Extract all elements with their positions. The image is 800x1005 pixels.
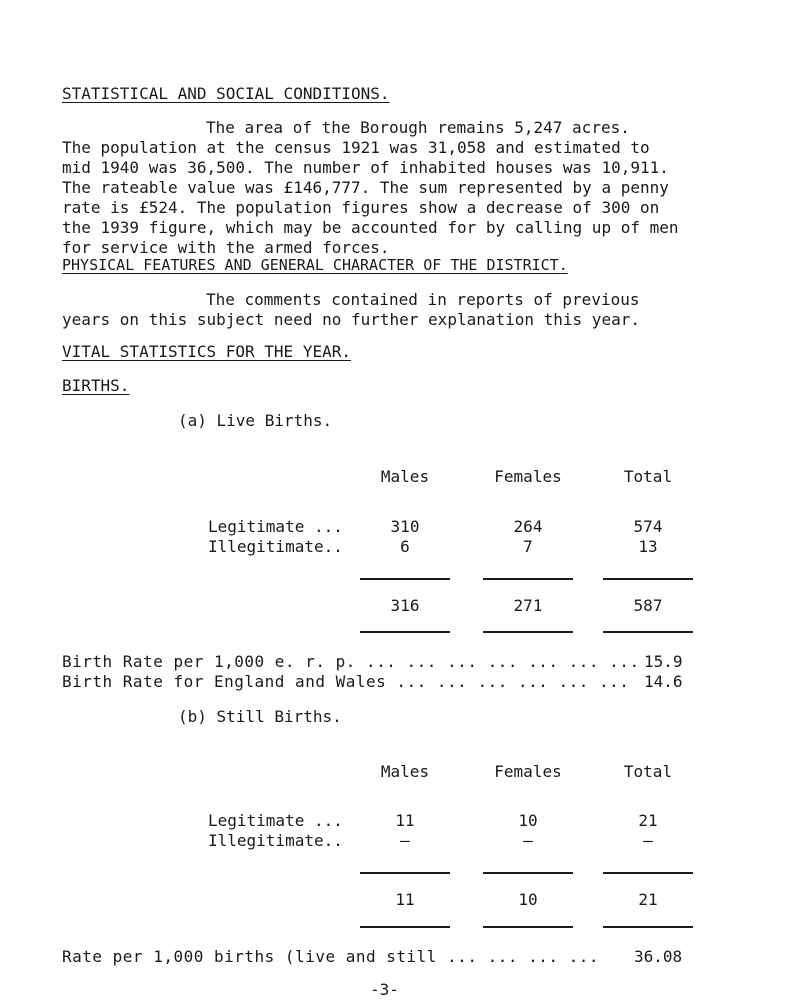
rule-bottom-total — [603, 926, 693, 928]
row-label-legitimate: Legitimate ... — [208, 811, 343, 830]
england-rate-label: Birth Rate for England and Wales ... ... ... ... ... ... — [62, 672, 630, 691]
cell-males: 11 — [395, 811, 415, 830]
cell-total: – — [643, 831, 653, 850]
total-males: 11 — [395, 890, 415, 909]
total-females: 271 — [513, 596, 543, 615]
rule-top-males — [360, 872, 450, 874]
col-header-females: Females — [494, 762, 562, 781]
rule-bottom-males — [360, 631, 450, 633]
rule-bottom-total — [603, 631, 693, 633]
birth-rate-value: 15.9 — [644, 652, 683, 671]
total-males: 316 — [390, 596, 420, 615]
physical-heading: PHYSICAL FEATURES AND GENERAL CHARACTER OF THE DISTRICT. — [62, 256, 568, 274]
para-line: The comments contained in reports of previous — [206, 290, 640, 309]
total-total: 21 — [638, 890, 658, 909]
statistical-paragraph — [62, 118, 679, 258]
para-line: for service with the armed forces. — [62, 238, 390, 257]
total-females: 10 — [518, 890, 538, 909]
cell-total: 21 — [638, 811, 658, 830]
para-line: The population at the census 1921 was 31,058 and estimated to — [62, 138, 650, 157]
cell-total: 574 — [633, 517, 663, 536]
cell-total: 13 — [638, 537, 658, 556]
col-header-total: Total — [623, 762, 673, 781]
rule-top-total — [603, 872, 693, 874]
para-line: The area of the Borough remains 5,247 acres. — [206, 118, 630, 137]
live-births-title: (a) Live Births. — [178, 411, 333, 430]
statistical-heading: STATISTICAL AND SOCIAL CONDITIONS. — [62, 84, 390, 103]
total-total: 587 — [633, 596, 663, 615]
cell-females: 264 — [513, 517, 543, 536]
rule-bottom-males — [360, 926, 450, 928]
physical-paragraph — [62, 290, 640, 330]
col-header-total: Total — [623, 467, 673, 486]
rule-bottom-females — [483, 631, 573, 633]
row-label-illegitimate: Illegitimate.. — [208, 537, 343, 556]
still-births-title: (b) Still Births. — [178, 707, 342, 726]
still-rate-label: Rate per 1,000 births (live and still ... ... ... ... — [62, 947, 600, 966]
cell-females: 10 — [518, 811, 538, 830]
para-line: mid 1940 was 36,500. The number of inhabited houses was 10,911. — [62, 158, 669, 177]
births-heading: BIRTHS. — [62, 376, 130, 395]
cell-females: 7 — [523, 537, 533, 556]
cell-females: – — [523, 831, 533, 850]
col-header-males: Males — [380, 467, 430, 486]
rule-top-females — [483, 872, 573, 874]
para-line: years on this subject need no further explanation this year. — [62, 310, 640, 329]
still-rate-value: 36.08 — [634, 947, 683, 966]
rule-top-males — [360, 578, 450, 580]
row-label-legitimate: Legitimate ... — [208, 517, 343, 536]
birth-rate-label: Birth Rate per 1,000 e. r. p. ... ... ... ... ... ... ... — [62, 652, 640, 671]
vital-heading: VITAL STATISTICS FOR THE YEAR. — [62, 342, 351, 361]
cell-males: – — [400, 831, 410, 850]
para-line: rate is £524. The population figures show a decrease of 300 on — [62, 198, 660, 217]
para-line: the 1939 figure, which may be accounted for by calling up of men — [62, 218, 679, 237]
rule-top-females — [483, 578, 573, 580]
row-label-illegitimate: Illegitimate.. — [208, 831, 343, 850]
cell-males: 310 — [390, 517, 420, 536]
page-number: -3- — [370, 980, 399, 999]
england-rate-value: 14.6 — [644, 672, 683, 691]
rule-bottom-females — [483, 926, 573, 928]
col-header-females: Females — [494, 467, 562, 486]
rule-top-total — [603, 578, 693, 580]
cell-males: 6 — [400, 537, 410, 556]
para-line: The rateable value was £146,777. The sum represented by a penny — [62, 178, 669, 197]
col-header-males: Males — [380, 762, 430, 781]
